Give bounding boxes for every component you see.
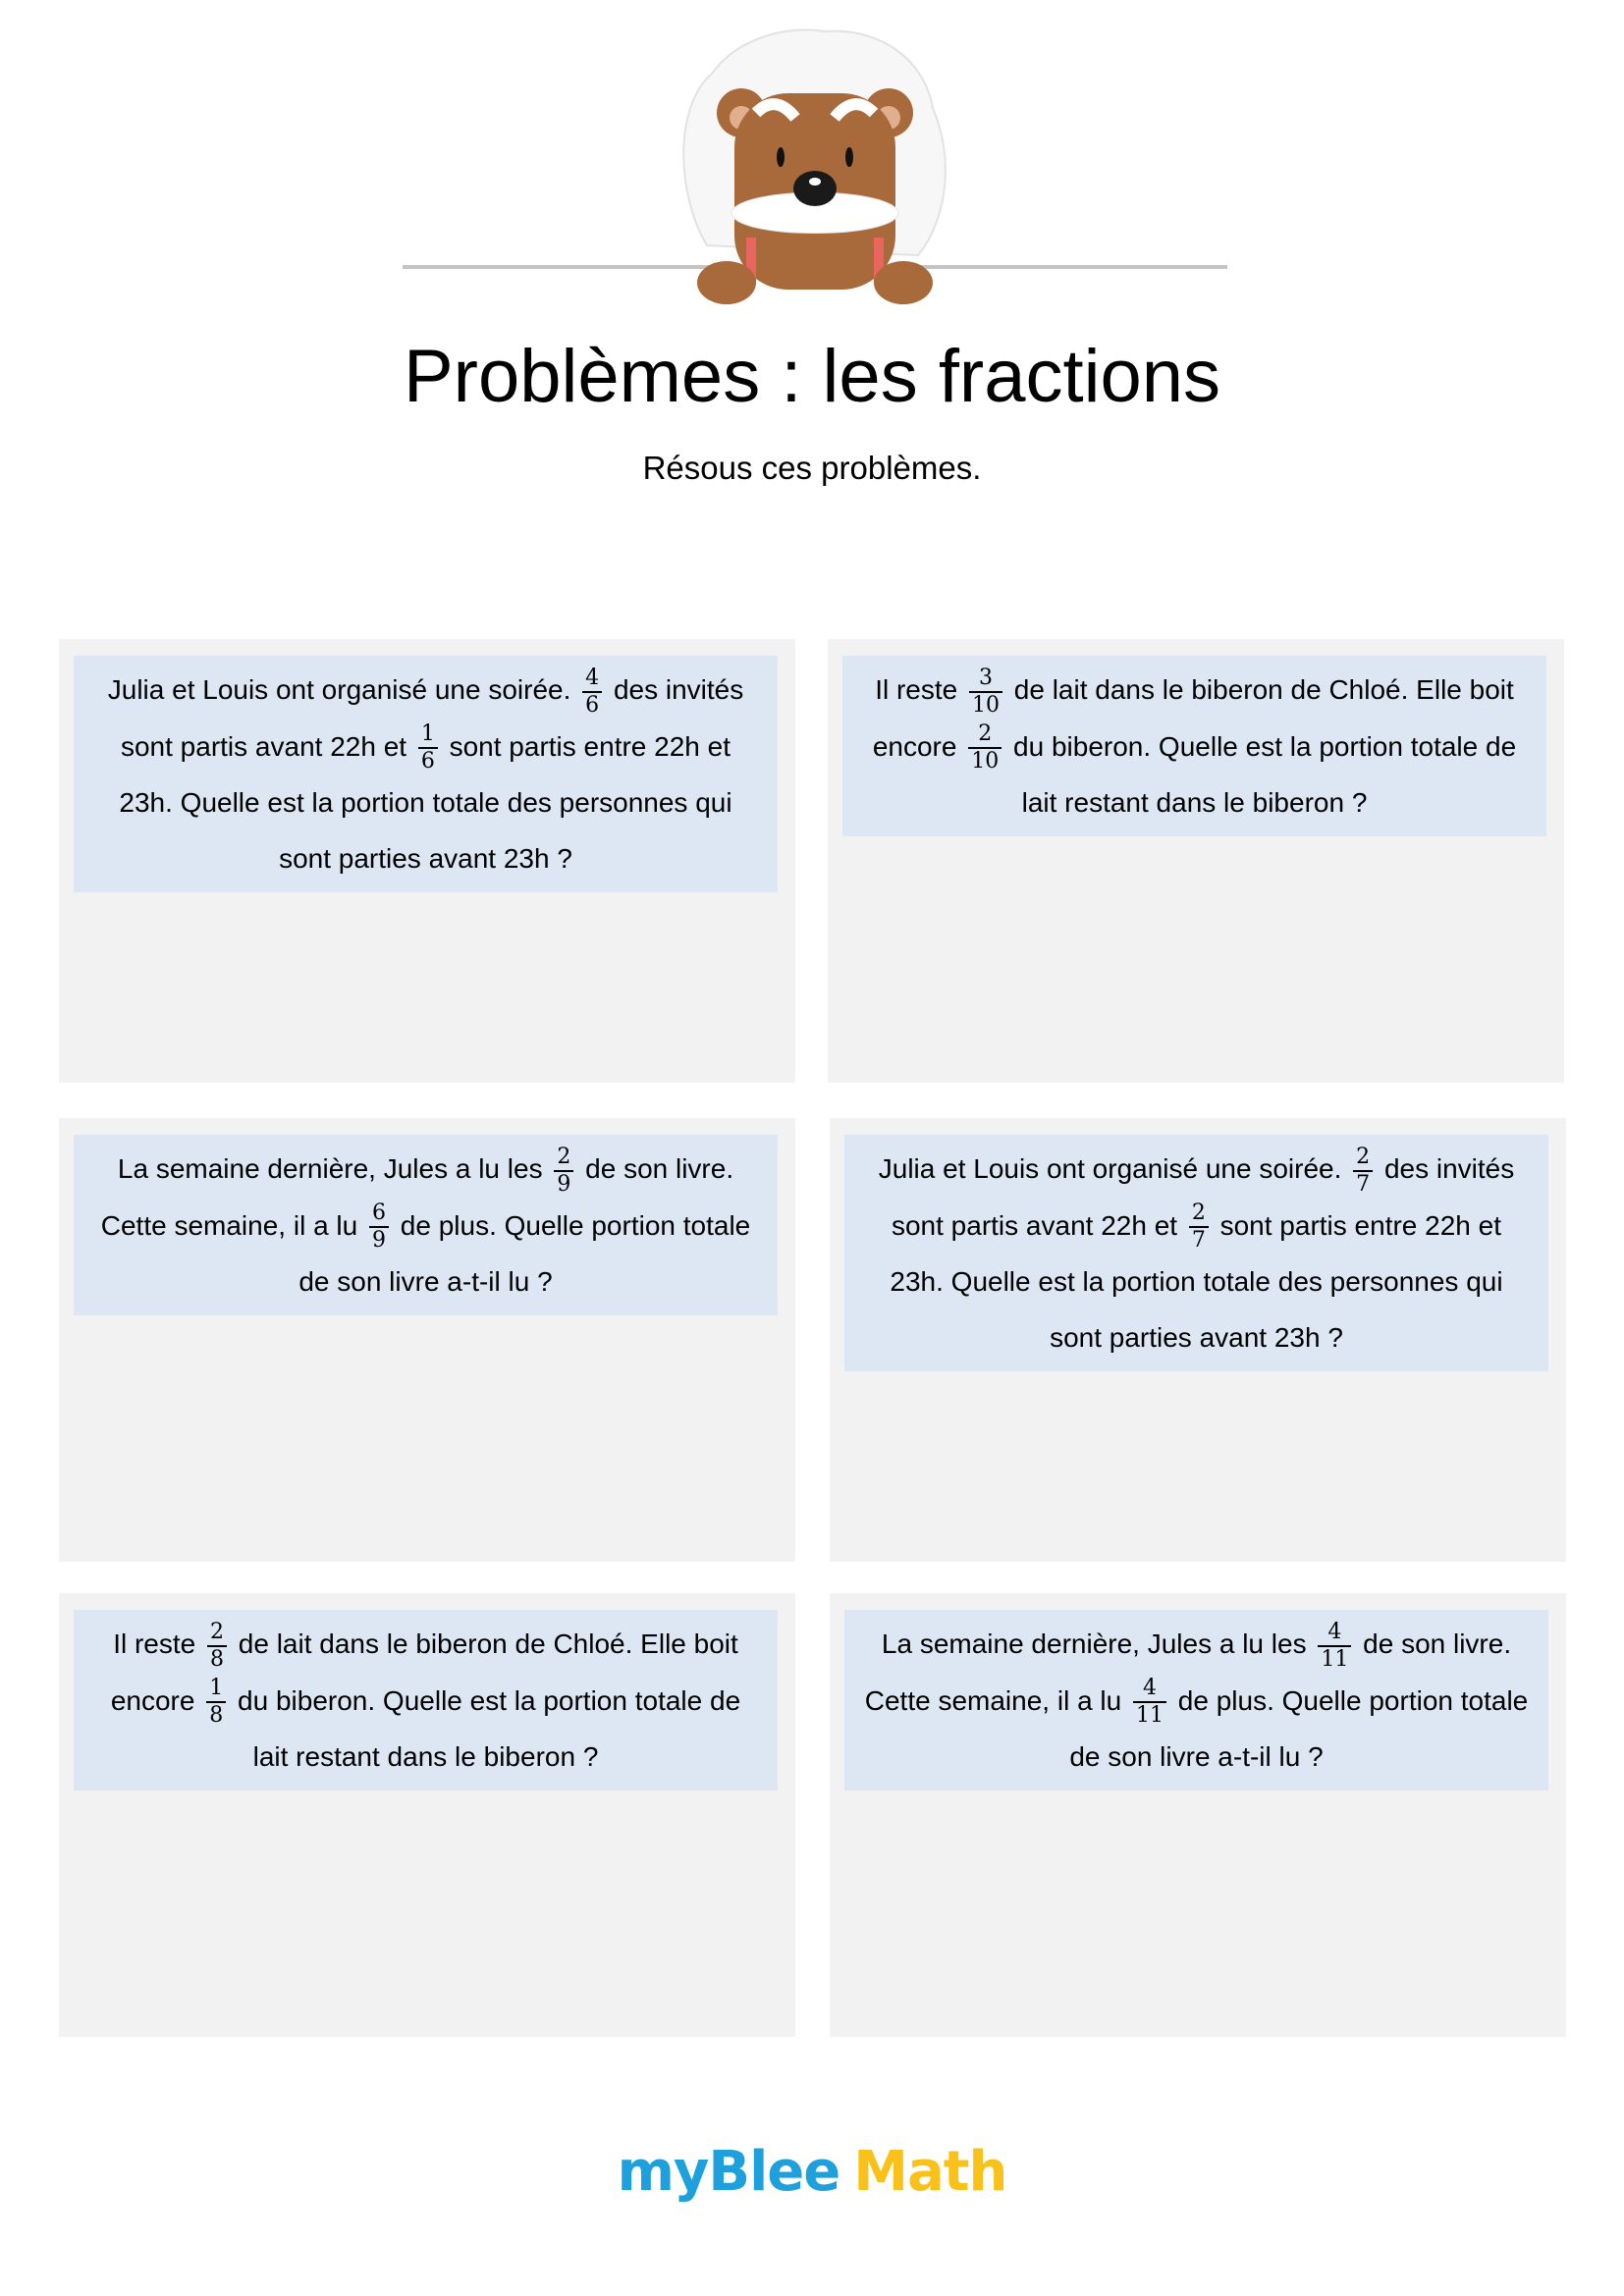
fraction	[207, 1620, 227, 1673]
problem-card	[828, 639, 1564, 1083]
problem-text: sont partis entre 22h et 23h. Quelle est la portion totale des personnes qui sont parties avant 23h ?	[890, 1209, 1503, 1354]
fraction-denominator: 10	[972, 692, 1000, 718]
fraction-denominator: 9	[372, 1228, 386, 1254]
problem-text: Julia et Louis ont organisé une soirée.	[107, 674, 579, 705]
fraction-numerator: 2	[1191, 1201, 1206, 1226]
problem-text: du biberon. Quelle est la portion totale de lait restant dans le biberon ?	[230, 1684, 741, 1773]
fraction-numerator: 4	[1327, 1619, 1342, 1644]
problem-statement	[842, 656, 1546, 836]
fraction-denominator: 9	[557, 1171, 571, 1197]
fraction-numerator: 2	[210, 1619, 224, 1644]
problem-text: de son livre. Cette semaine, il a lu	[864, 1629, 1512, 1716]
problem-card	[830, 1118, 1566, 1562]
fraction	[969, 666, 1002, 719]
problem-text: du biberon. Quelle est la portion totale de lait restant dans le biberon ?	[1005, 730, 1517, 819]
fraction	[369, 1201, 389, 1254]
problem-card	[59, 1118, 795, 1562]
problem-text: La semaine dernière, Jules a lu les	[117, 1153, 551, 1184]
problem-text: des invités sont partis avant 22h et	[891, 1153, 1515, 1241]
page-title: Problèmes : les fractions	[403, 335, 1221, 418]
page-subtitle: Résous ces problèmes.	[642, 450, 982, 486]
logo-text-math: Math	[853, 2140, 1007, 2204]
fraction-denominator: 7	[1191, 1228, 1206, 1254]
fraction-denominator: 6	[420, 749, 435, 774]
problem-card	[59, 639, 795, 1083]
logo-text-myblee: myBlee	[617, 2140, 840, 2204]
fraction-numerator: 2	[978, 721, 993, 747]
fraction-denominator: 10	[971, 749, 1000, 774]
problem-statement	[74, 1135, 778, 1315]
problem-card	[59, 1593, 795, 2037]
problem-text: sont partis entre 22h et 23h. Quelle est la portion totale des personnes qui sont parties avant 23h ?	[119, 730, 732, 875]
fraction-denominator: 8	[209, 1703, 224, 1729]
fraction	[1318, 1620, 1351, 1673]
fraction	[418, 721, 438, 774]
problem-text: des invités sont partis avant 22h et	[120, 674, 744, 762]
fraction-denominator: 11	[1321, 1646, 1349, 1672]
myblee-math-logo	[0, 2140, 1624, 2204]
problem-text: de lait dans le biberon de Chloé. Elle boit encore	[110, 1629, 738, 1716]
fraction	[554, 1145, 573, 1198]
fraction-denominator: 7	[1356, 1171, 1371, 1197]
fraction-numerator: 6	[372, 1201, 386, 1226]
fraction	[1189, 1201, 1209, 1254]
fraction-denominator: 6	[585, 692, 600, 718]
problem-text: de lait dans le biberon de Chloé. Elle boit encore	[872, 674, 1514, 762]
problem-statement	[844, 1610, 1548, 1790]
bear-mascot-illustration	[619, 20, 1011, 304]
problem-text: La semaine dernière, Jules a lu les	[881, 1629, 1315, 1659]
fraction-numerator: 4	[1143, 1676, 1157, 1701]
fraction	[582, 666, 602, 719]
fraction-denominator: 8	[210, 1646, 224, 1672]
fraction-numerator: 3	[979, 665, 993, 690]
fraction-numerator: 4	[585, 665, 600, 690]
fraction-numerator: 1	[209, 1676, 224, 1701]
problem-card	[830, 1593, 1566, 2037]
fraction-numerator: 1	[420, 721, 435, 747]
problem-text: de plus. Quelle portion totale de son livre a-t-il lu ?	[298, 1209, 751, 1298]
fraction	[1133, 1676, 1166, 1729]
fraction-denominator: 11	[1136, 1703, 1164, 1729]
fraction	[968, 721, 1001, 774]
fraction	[206, 1676, 226, 1729]
problem-text: Il reste	[875, 674, 965, 705]
fraction-numerator: 2	[1356, 1144, 1371, 1169]
problem-text: de plus. Quelle portion totale de son livre a-t-il lu ?	[1069, 1684, 1529, 1773]
fraction	[1353, 1145, 1373, 1198]
problem-text: Julia et Louis ont organisé une soirée.	[878, 1153, 1350, 1184]
problem-statement	[74, 656, 778, 892]
problem-statement	[844, 1135, 1548, 1371]
problem-statement	[74, 1610, 778, 1790]
problem-text: Il reste	[113, 1629, 203, 1659]
fraction-numerator: 2	[557, 1144, 571, 1169]
problem-text: de son livre. Cette semaine, il a lu	[100, 1153, 734, 1241]
